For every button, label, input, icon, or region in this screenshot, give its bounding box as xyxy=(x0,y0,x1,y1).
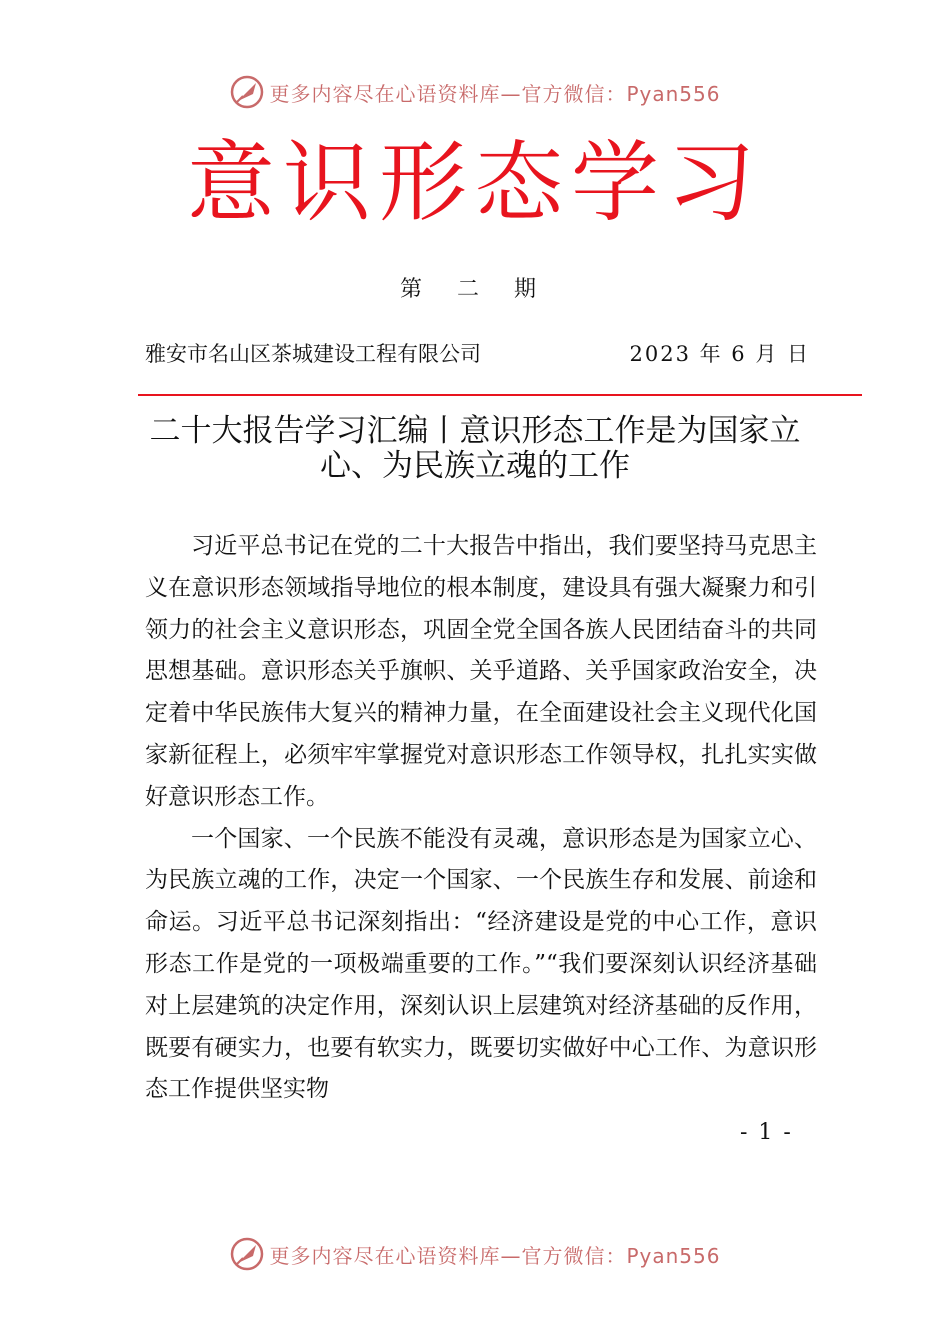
paragraph: 习近平总书记在党的二十大报告中指出，我们要坚持马克思主义在意识形态领域指导地位的根本制度，建设具有强大凝聚力和引领力的社会主义意识形态，巩固全党全国各族人民团结奋斗的共同思想基础。意识形态关乎旗帜、关乎道路、关乎国家政治安全，决定着中华民族伟大复兴的精神力量，在全面建设社会主义现代化国家新征程上，必须牢牢掌握党对意识形态工作领导权，扎扎实实做好意识形态工作。 xyxy=(145,533,817,810)
quill-seal-logo-icon xyxy=(229,74,265,110)
watermark-bottom xyxy=(0,1234,950,1274)
watermark-text: 更多内容尽在心语资料库—官方微信：Pyan556 xyxy=(269,1243,721,1268)
issue-date: 2023 年 6 月 日 xyxy=(629,342,810,366)
paragraph: 一个国家、一个民族不能没有灵魂，意识形态是为国家立心、为民族立魂的工作，决定一个国家、一个民族生存和发展、前途和命运。习近平总书记深刻指出：“经济建设是党的中心工作，意识形态工作是党的一项极端重要的工作。”“我们要深刻认识经济基础对上层建筑的决定作用，深刻认识上层建筑对经济基础的反作用，既要有硬实力，也要有软实力，既要切实做好中心工作、为意识形态工作提供坚实物 xyxy=(145,825,817,1103)
document-title: 意识形态学习 xyxy=(186,131,763,234)
article-body xyxy=(145,526,817,1111)
page-number: - 1 - xyxy=(740,1120,793,1145)
red-divider xyxy=(138,394,862,396)
organization-name: 雅安市名山区茶城建设工程有限公司 xyxy=(145,342,481,366)
quill-seal-logo-icon xyxy=(229,1236,265,1272)
issue-number: 第 二 期 xyxy=(400,277,550,302)
organization-date-line xyxy=(145,338,810,368)
watermark-text: 更多内容尽在心语资料库—官方微信：Pyan556 xyxy=(269,81,721,106)
article-headline: 二十大报告学习汇编丨意识形态工作是为国家立心、为民族立魂的工作 xyxy=(149,413,801,484)
watermark-top xyxy=(0,72,950,112)
